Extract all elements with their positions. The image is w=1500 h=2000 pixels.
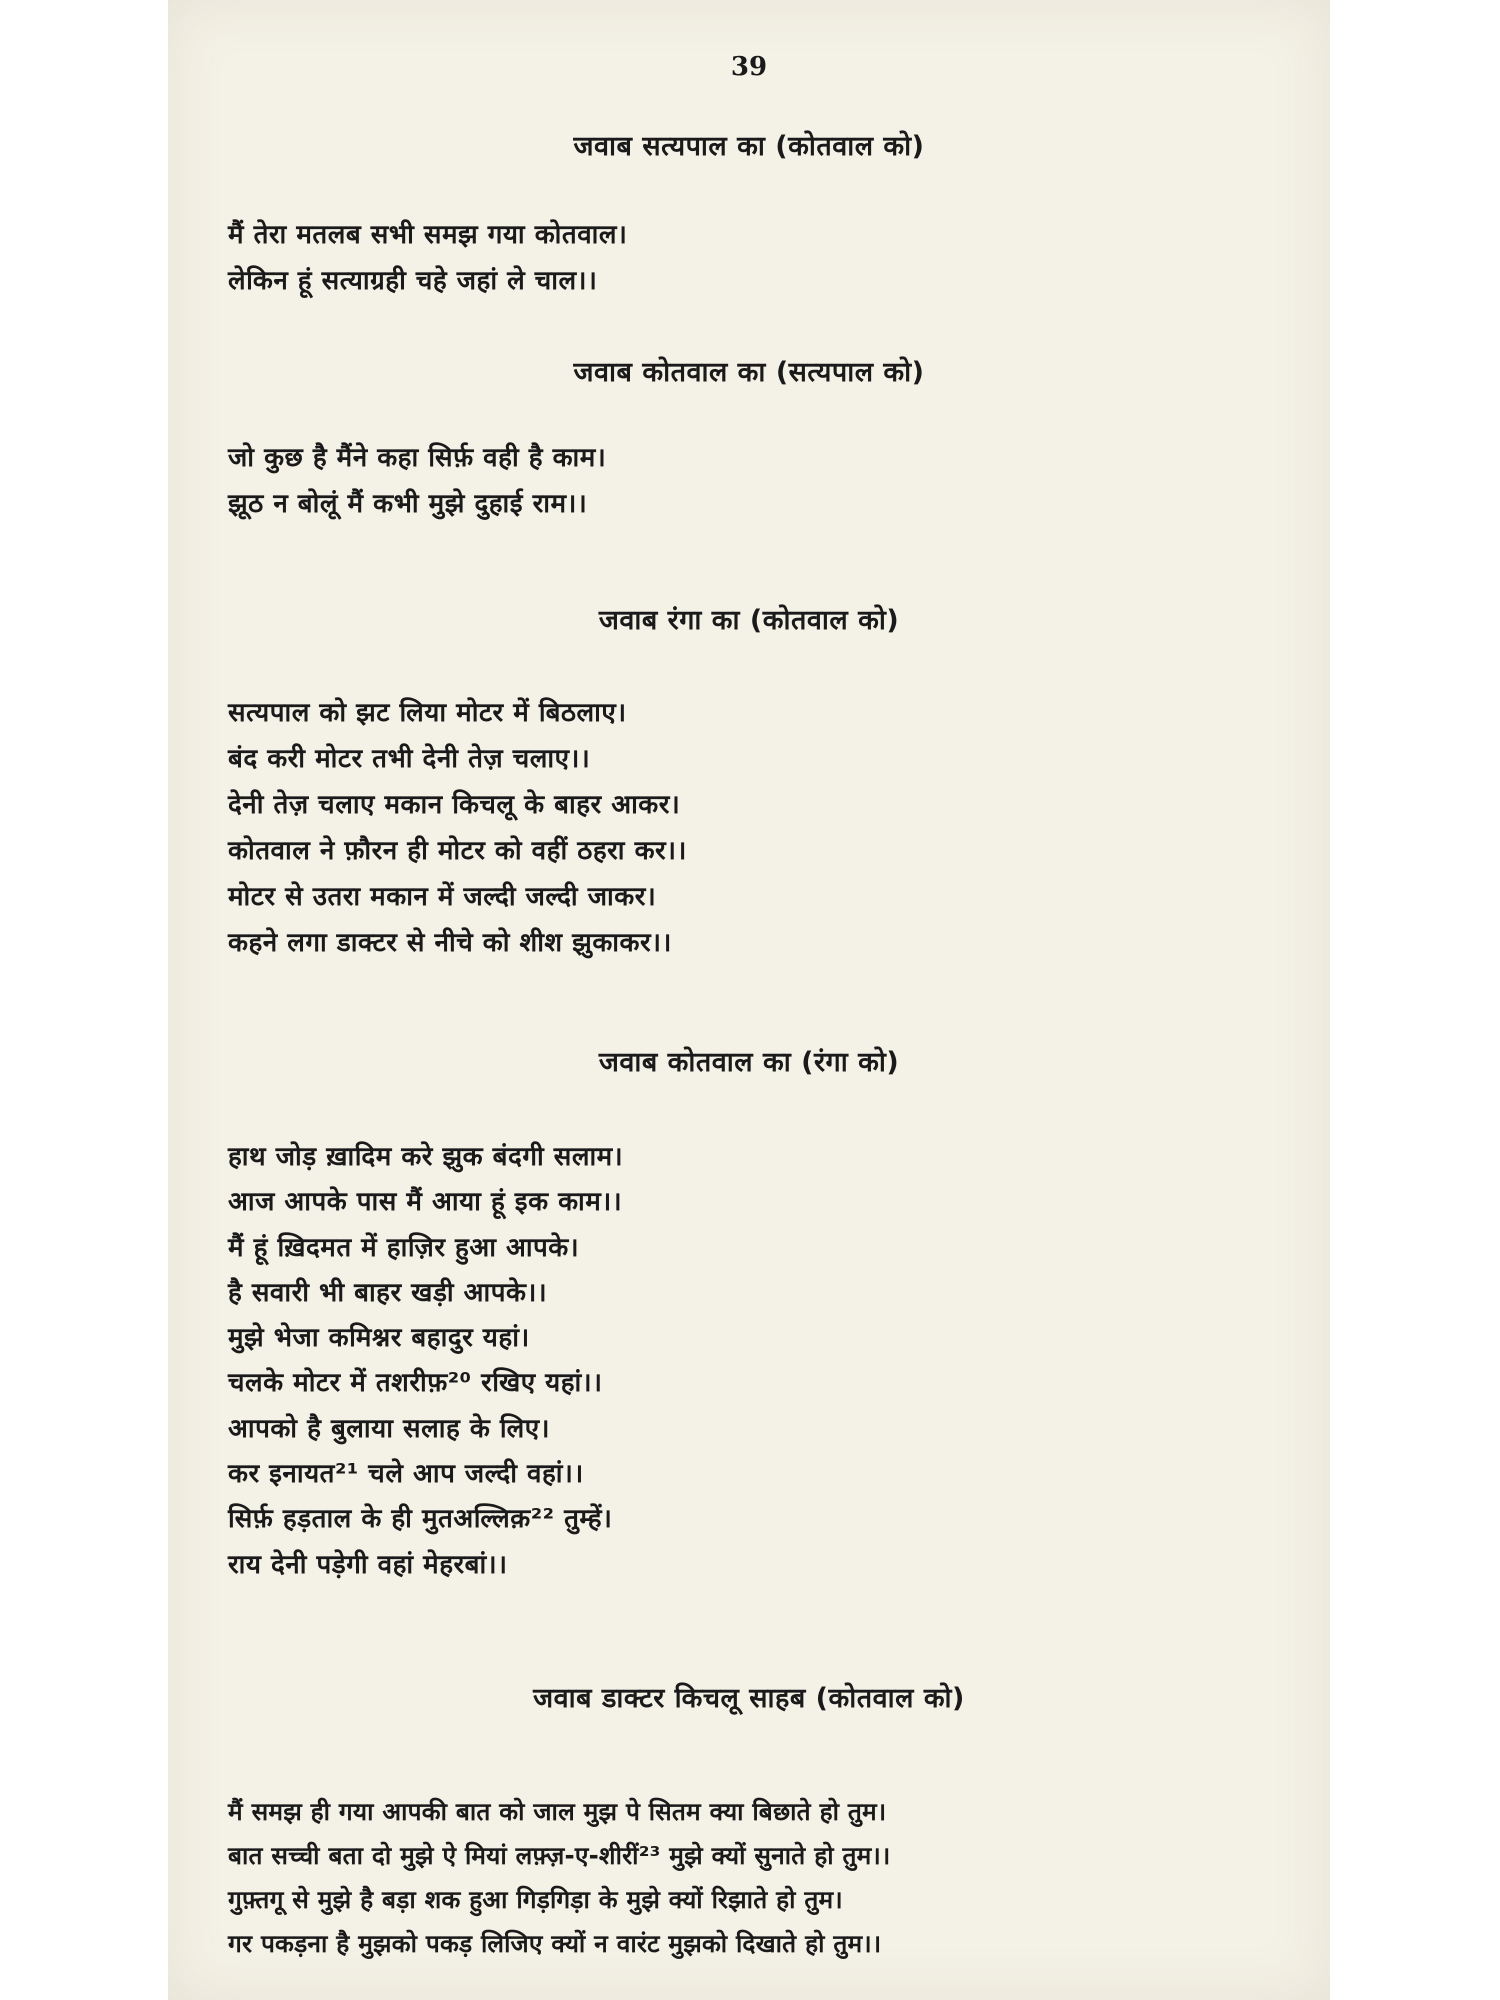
verse-line: चलके मोटर में तशरीफ़²⁰ रखिए यहां।। (228, 1368, 603, 1399)
verse-line: मैं हूं ख़िदमत में हाज़िर हुआ आपके। (228, 1232, 580, 1263)
verse-block (228, 1790, 1288, 1966)
section-heading: जवाब डाक्टर किचलू साहब (कोतवाल को) (533, 1683, 965, 1714)
verse-line: सत्यपाल को झट लिया मोटर में बिठलाए। (228, 698, 627, 728)
verse-line: गुफ़्तगू से मुझे है बड़ा शक हुआ गिड़गिड़ा के मुझे क्यों रिझाते हो तुम। (228, 1885, 843, 1914)
verse-line: जो कुछ है मैंने कहा सिर्फ़ वही है काम। (228, 443, 607, 473)
verse-line: मैं तेरा मतलब सभी समझ गया कोतवाल। (228, 220, 628, 250)
verse-line: कोतवाल ने फ़ौरन ही मोटर को वहीं ठहरा कर।। (228, 836, 687, 866)
verse-line: मोटर से उतरा मकान में जल्दी जल्दी जाकर। (228, 882, 657, 912)
verse-block (228, 212, 1288, 304)
verse-line: आपको है बुलाया सलाह के लिए। (228, 1413, 550, 1444)
verse-line: बंद करी मोटर तभी देनी तेज़ चलाए।। (228, 744, 591, 774)
verse-block (228, 1135, 1288, 1588)
section-heading: जवाब सत्यपाल का (कोतवाल को) (573, 131, 925, 162)
verse-line: बात सच्ची बता दो मुझे ऐ मियां लफ़्ज़-ए-शीरीं²³ मुझे क्यों सुनाते हो तुम।। (228, 1841, 891, 1870)
book-page (168, 0, 1330, 2000)
verse-line: गर पकड़ना है मुझको पकड़ लिजिए क्यों न वारंट मुझको दिखाते हो तुम।। (228, 1929, 882, 1958)
verse-block (228, 435, 1288, 527)
section-heading: जवाब कोतवाल का (रंगा को) (598, 1047, 900, 1078)
verse-line: मुझे भेजा कमिश्नर बहादुर यहां। (228, 1323, 530, 1354)
verse-line: मैं समझ ही गया आपकी बात को जाल मुझ पे सितम क्या बिछाते हो तुम। (228, 1797, 887, 1826)
verse-line: कर इनायत²¹ चले आप जल्दी वहां।। (228, 1459, 584, 1490)
page-number: 39 (730, 52, 768, 82)
verse-line: कहने लगा डाक्टर से नीचे को शीश झुकाकर।। (228, 928, 672, 958)
verse-line: लेकिन हूं सत्याग्रही चहे जहां ले चाल।। (228, 266, 598, 296)
verse-line: राय देनी पड़ेगी वहां मेहरबां।। (228, 1549, 508, 1580)
verse-line: है सवारी भी बाहर खड़ी आपके।। (228, 1277, 548, 1308)
section-heading: जवाब रंगा का (कोतवाल को) (598, 605, 900, 636)
verse-line: झूठ न बोलूं मैं कभी मुझे दुहाई राम।। (228, 489, 588, 519)
verse-line: देनी तेज़ चलाए मकान किचलू के बाहर आकर। (228, 790, 681, 820)
verse-line: हाथ जोड़ ख़ादिम करे झुक बंदगी सलाम। (228, 1142, 624, 1172)
verse-line: आज आपके पास मैं आया हूं इक काम।। (228, 1187, 623, 1218)
verse-block (228, 690, 1288, 966)
verse-line: सिर्फ़ हड़ताल के ही मुतअल्लिक़²² तुम्हें। (228, 1504, 613, 1535)
section-heading: जवाब कोतवाल का (सत्यपाल को) (573, 357, 925, 388)
